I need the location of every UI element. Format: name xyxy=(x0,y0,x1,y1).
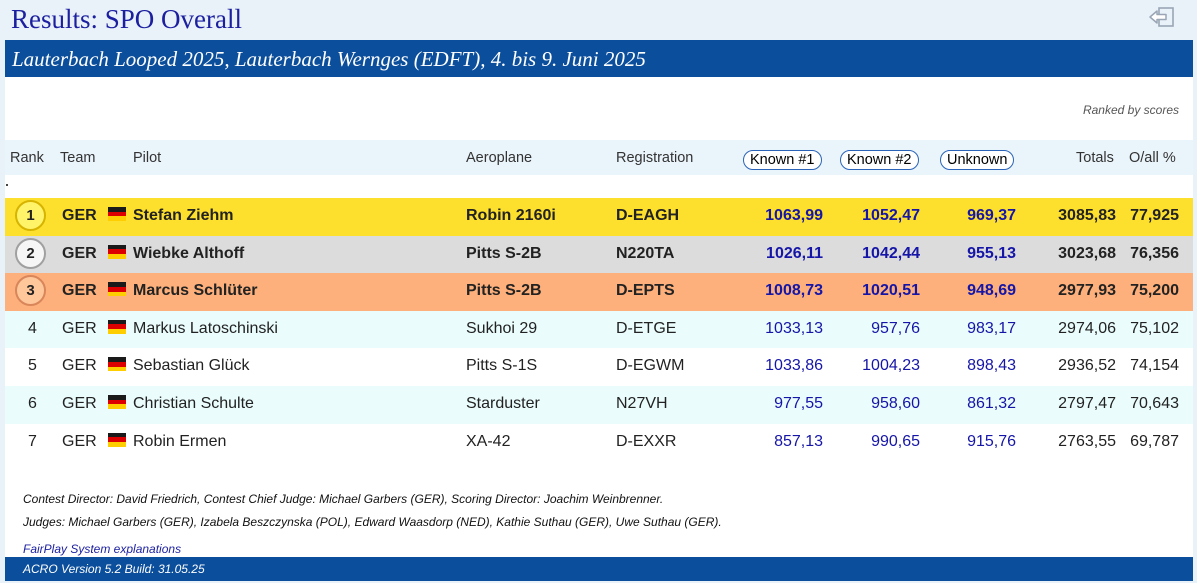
team-code: GER xyxy=(62,282,97,300)
table-row xyxy=(5,386,1193,424)
header-rank: Rank xyxy=(10,150,44,166)
exit-icon[interactable] xyxy=(1148,6,1178,28)
rank-number: 7 xyxy=(28,432,37,450)
known2-score: 1020,51 xyxy=(862,282,920,300)
header-totals: Totals xyxy=(1076,150,1114,166)
table-row xyxy=(5,273,1193,311)
germany-flag-icon xyxy=(108,433,126,447)
known2-score: 957,76 xyxy=(871,319,920,337)
known2-score: 958,60 xyxy=(871,395,920,412)
aeroplane: Starduster xyxy=(466,395,540,412)
unknown-score: 861,32 xyxy=(967,395,1016,412)
total-score: 2763,55 xyxy=(1058,432,1116,450)
total-score: 2974,06 xyxy=(1058,319,1116,337)
page-title: Results: SPO Overall xyxy=(11,4,243,34)
team-code: GER xyxy=(62,319,97,337)
table-row xyxy=(5,424,1193,462)
table-header xyxy=(5,140,1193,175)
total-score: 2936,52 xyxy=(1058,357,1116,375)
total-score: 2977,93 xyxy=(1058,282,1116,300)
overall-percent: 69,787 xyxy=(1130,432,1179,450)
rank-number: 4 xyxy=(28,319,37,337)
registration: D-ETGE xyxy=(616,319,677,337)
aeroplane: Pitts S-2B xyxy=(466,282,542,300)
overall-percent: 75,102 xyxy=(1130,319,1179,337)
rank-medal: 2 xyxy=(15,238,46,269)
ranked-band xyxy=(5,77,1193,140)
total-score: 3023,68 xyxy=(1058,244,1116,262)
overall-percent: 70,643 xyxy=(1130,395,1179,412)
registration: N220TA xyxy=(616,244,675,262)
overall-percent: 75,200 xyxy=(1130,282,1179,300)
team-code: GER xyxy=(62,432,97,450)
version-bar xyxy=(5,557,1193,581)
team-code: GER xyxy=(62,207,97,224)
contest-banner xyxy=(5,40,1193,77)
known2-score: 1042,44 xyxy=(862,244,920,262)
judges-note: Judges: Michael Garbers (GER), Izabela Beszczynska (POL), Edward Waasdorp (NED), Kathie Suthau (GER), Uwe Suthau (GER). xyxy=(23,515,722,529)
header-team: Team xyxy=(60,150,96,166)
pilot-name: Markus Latoschinski xyxy=(133,319,278,337)
table-row xyxy=(5,198,1193,236)
known2-score: 1004,23 xyxy=(862,357,920,375)
unknown-score: 915,76 xyxy=(967,432,1016,450)
known1-score: 1033,86 xyxy=(765,357,823,375)
germany-flag-icon xyxy=(108,282,126,296)
table-row xyxy=(5,236,1193,274)
pilot-name: Christian Schulte xyxy=(133,395,254,412)
header-known2-button[interactable]: Known #2 xyxy=(840,150,919,170)
known1-score: 857,13 xyxy=(774,432,823,450)
version-label: ACRO Version 5.2 Build: 31.05.25 xyxy=(23,562,205,576)
known1-score: 977,55 xyxy=(774,395,823,412)
total-score: 3085,83 xyxy=(1058,207,1116,224)
known2-score: 1052,47 xyxy=(862,207,920,224)
separator-dot xyxy=(6,184,8,186)
germany-flag-icon xyxy=(108,357,126,371)
unknown-score: 983,17 xyxy=(967,319,1016,337)
registration: D-EAGH xyxy=(616,207,680,224)
unknown-score: 898,43 xyxy=(967,357,1016,375)
registration: D-EXXR xyxy=(616,432,677,450)
unknown-score: 948,69 xyxy=(967,282,1016,300)
header-unknown-button[interactable]: Unknown xyxy=(940,150,1014,170)
known1-score: 1008,73 xyxy=(765,282,823,300)
pilot-name: Wiebke Althoff xyxy=(133,244,245,262)
known2-score: 990,65 xyxy=(871,432,920,450)
rank-medal: 1 xyxy=(15,200,46,231)
germany-flag-icon xyxy=(108,395,126,409)
overall-percent: 77,925 xyxy=(1130,207,1179,224)
contest-name: Lauterbach Looped 2025, Lauterbach Wernges (EDFT), 4. bis 9. Juni 2025 xyxy=(12,47,646,71)
rank-number: 5 xyxy=(28,357,37,375)
overall-percent: 76,356 xyxy=(1130,244,1179,262)
header-aeroplane: Aeroplane xyxy=(466,150,533,166)
pilot-name: Sebastian Glück xyxy=(133,357,250,375)
header-known1-button[interactable]: Known #1 xyxy=(743,150,822,170)
unknown-score: 955,13 xyxy=(967,244,1016,262)
pilot-name: Marcus Schlüter xyxy=(133,282,258,300)
ranked-by-label: Ranked by scores xyxy=(1082,103,1179,117)
header-pilot: Pilot xyxy=(133,150,162,166)
overall-percent: 74,154 xyxy=(1130,357,1179,375)
results-panel xyxy=(5,77,1193,557)
germany-flag-icon xyxy=(108,207,126,221)
rank-number: 6 xyxy=(28,395,37,412)
team-code: GER xyxy=(62,244,97,262)
aeroplane: Pitts S-2B xyxy=(466,244,542,262)
known1-score: 1063,99 xyxy=(765,207,823,224)
team-code: GER xyxy=(62,357,97,375)
aeroplane: Sukhoi 29 xyxy=(466,319,538,337)
pilot-name: Stefan Ziehm xyxy=(133,207,234,224)
registration: D-EGWM xyxy=(616,357,685,375)
team-code: GER xyxy=(62,395,97,412)
fairplay-link[interactable]: FairPlay System explanations xyxy=(23,542,182,556)
table-row xyxy=(5,311,1193,349)
aeroplane: Robin 2160i xyxy=(466,207,556,224)
germany-flag-icon xyxy=(108,320,126,334)
known1-score: 1026,11 xyxy=(766,244,823,262)
registration: N27VH xyxy=(616,395,668,412)
aeroplane: Pitts S-1S xyxy=(466,357,538,375)
officials-note: Contest Director: David Friedrich, Contest Chief Judge: Michael Garbers (GER), Scoring Director: Joachim Weinbrenner. xyxy=(23,492,664,506)
registration: D-EPTS xyxy=(616,282,675,300)
table-row xyxy=(5,348,1193,386)
total-score: 2797,47 xyxy=(1058,395,1116,412)
header-registration: Registration xyxy=(616,150,694,166)
rank-medal: 3 xyxy=(15,275,46,306)
germany-flag-icon xyxy=(108,245,126,259)
pilot-name: Robin Ermen xyxy=(133,432,227,450)
unknown-score: 969,37 xyxy=(967,207,1016,224)
aeroplane: XA-42 xyxy=(466,432,511,450)
known1-score: 1033,13 xyxy=(765,319,823,337)
header-overall: O/all % xyxy=(1129,150,1176,166)
